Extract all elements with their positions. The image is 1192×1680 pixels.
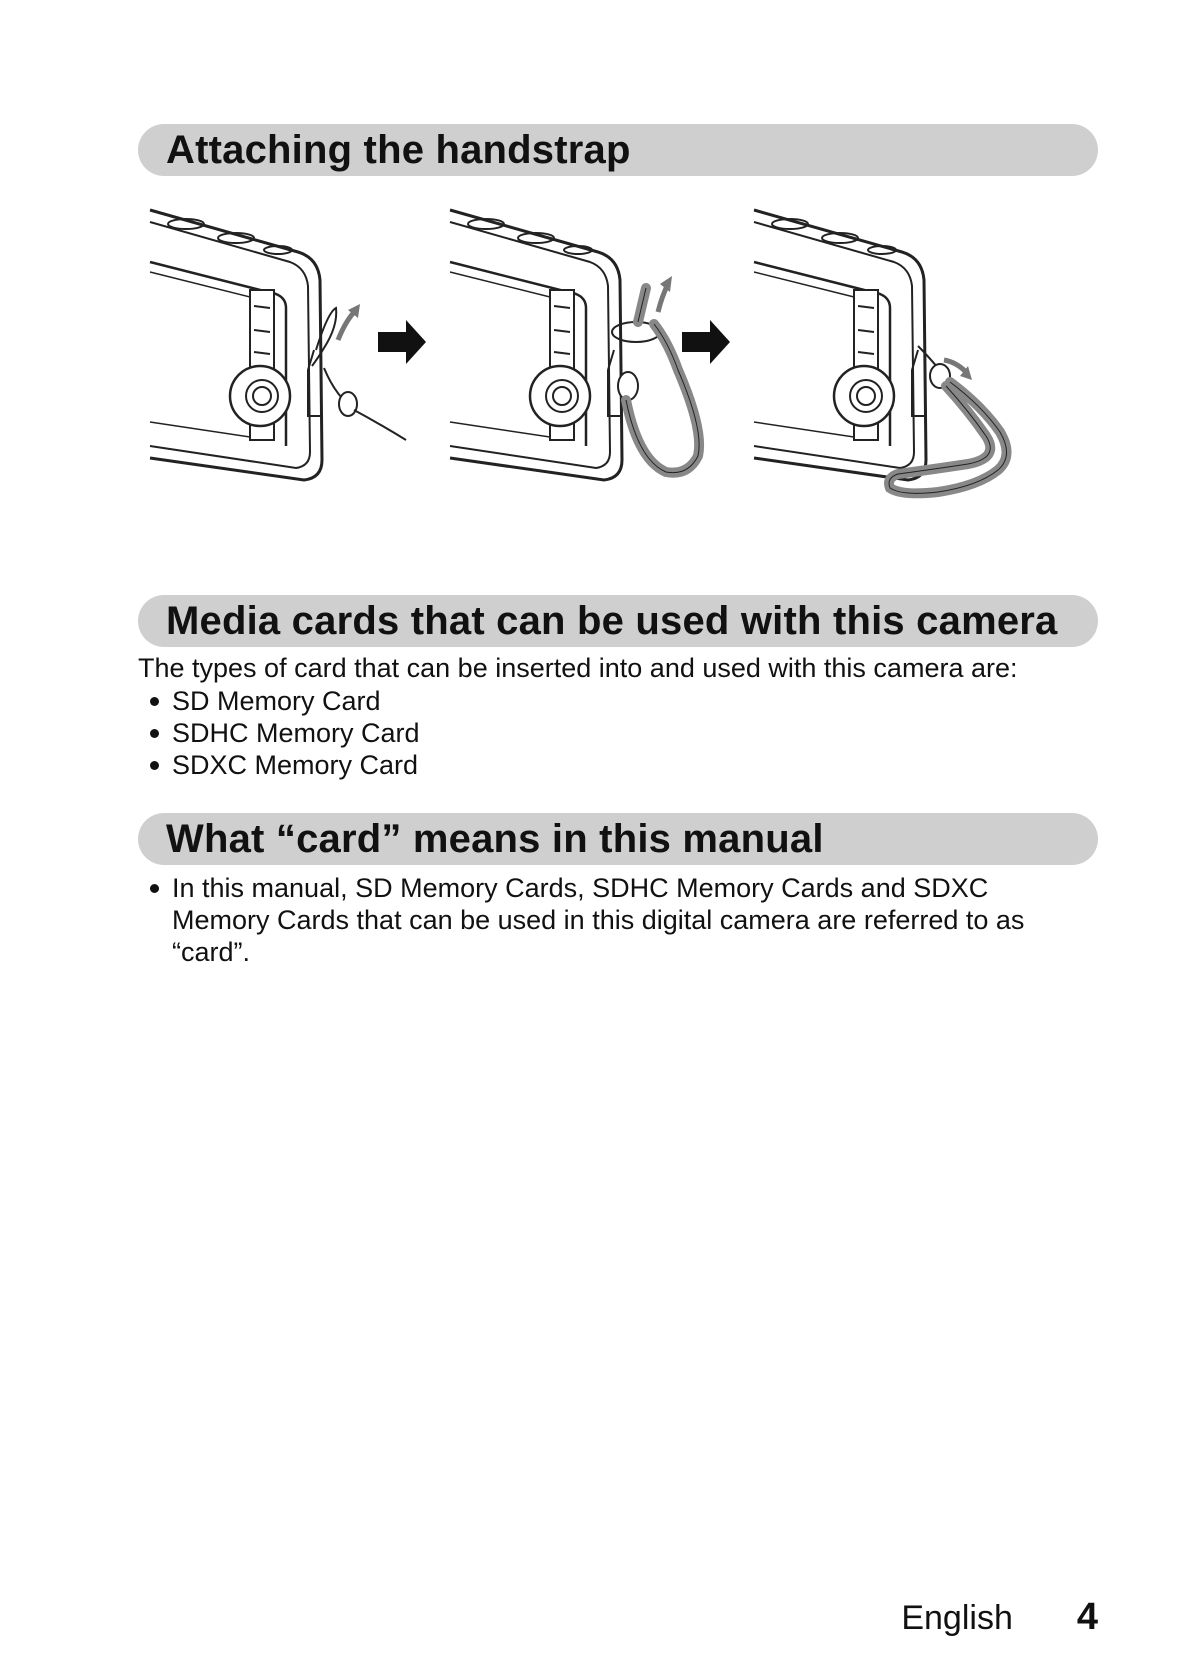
section-title-card-meaning: What “card” means in this manual <box>166 816 824 861</box>
camera-step-2 <box>450 210 699 480</box>
card-type-label: SDXC Memory Card <box>172 750 419 780</box>
card-type-label: SD Memory Card <box>172 686 381 716</box>
section-header-handstrap <box>138 124 1098 176</box>
section-title-handstrap: Attaching the handstrap <box>166 127 631 172</box>
camera-step-3 <box>754 210 1007 493</box>
bullet-dot-icon <box>150 884 159 893</box>
list-item <box>138 717 420 749</box>
footer-language: English <box>901 1599 1013 1637</box>
list-item <box>138 685 420 717</box>
list-item <box>138 872 1078 968</box>
card-meaning-text: In this manual, SD Memory Cards, SDHC Memory Cards and SDXC Memory Cards that can be used in this digital camera are referred to as “card”. <box>172 873 1025 967</box>
right-arrow-icon <box>682 320 730 364</box>
section-header-card-meaning <box>138 813 1098 865</box>
handstrap-illustration <box>138 200 1098 540</box>
page-footer <box>901 1596 1098 1639</box>
card-meaning-list <box>138 872 1078 968</box>
section-header-media-cards <box>138 595 1098 647</box>
camera-step-1 <box>150 210 406 480</box>
right-arrow-icon <box>378 320 426 364</box>
card-type-list <box>138 685 420 781</box>
bullet-dot-icon <box>150 729 159 738</box>
page-number: 4 <box>1076 1596 1098 1638</box>
bullet-dot-icon <box>150 697 159 706</box>
section-title-media-cards: Media cards that can be used with this camera <box>166 598 1058 643</box>
media-cards-intro: The types of card that can be inserted into and used with this camera are: <box>138 653 1018 683</box>
bullet-dot-icon <box>150 761 159 770</box>
list-item <box>138 749 420 781</box>
card-type-label: SDHC Memory Card <box>172 718 420 748</box>
